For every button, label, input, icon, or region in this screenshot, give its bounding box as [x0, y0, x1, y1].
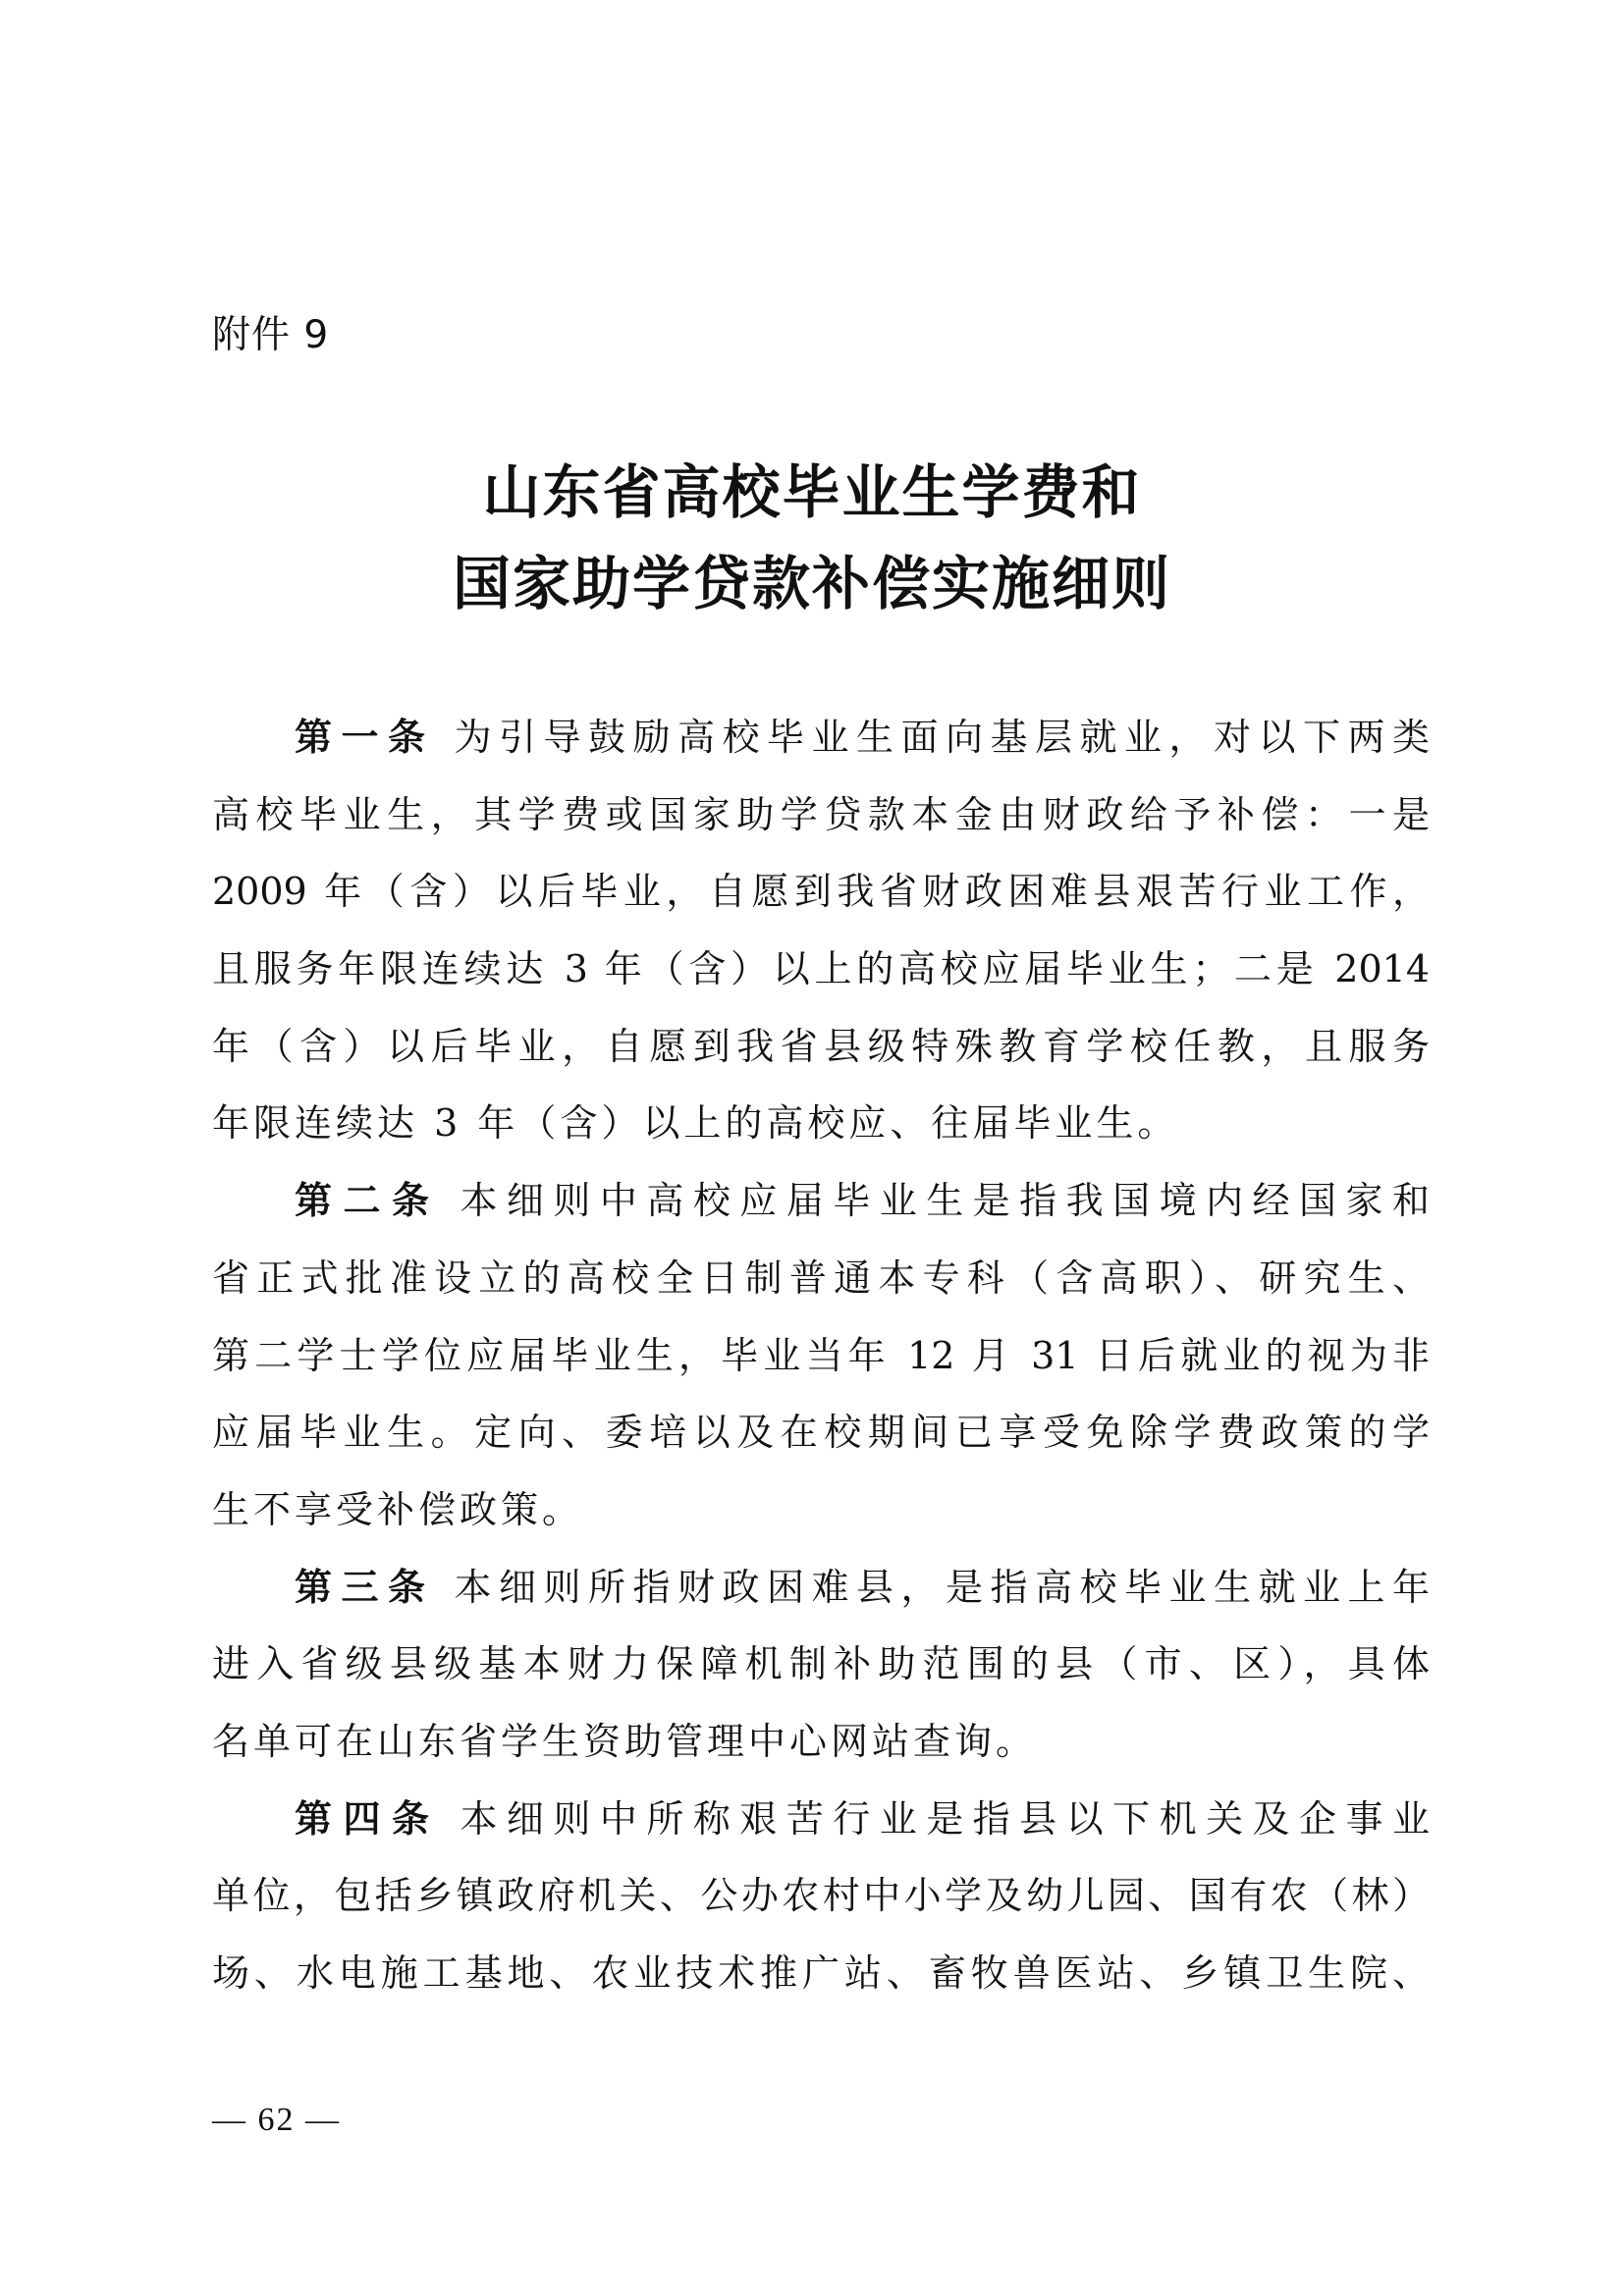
article-4: [212, 1781, 1430, 2012]
paragraph-line: 且服务年限连续达 3 年（含）以上的高校应届毕业生；二是 2014: [212, 947, 1430, 991]
paragraph-line: 年限连续达 3 年（含）以上的高校应、往届毕业生。: [212, 1101, 1179, 1146]
article-label: 第四条: [295, 1796, 441, 1841]
paragraph-text: 本细则中高校应届毕业生是指我国境内经国家和: [460, 1179, 1430, 1223]
paragraph-line: 生不享受补偿政策。: [212, 1487, 584, 1531]
paragraph-line: 2009 年（含）以后毕业，自愿到我省财政困难县艰苦行业工作，: [212, 870, 1430, 914]
article-4-line-1: [212, 1781, 1430, 1858]
article-1: [212, 699, 1430, 1162]
paragraph-text: 为引导鼓励高校毕业生面向基层就业，对以下两类: [454, 716, 1430, 759]
title-line-2: 国家助学贷款补偿实施细则: [452, 550, 1171, 617]
paragraph-line: 第二学士学位应届毕业生，毕业当年 12 月 31 日后就业的视为非: [212, 1333, 1430, 1377]
article-label: 第一条: [295, 716, 435, 759]
paragraph-line: 年（含）以后毕业，自愿到我省县级特殊教育学校任教，且服务: [212, 1024, 1430, 1068]
paragraph-line: 应届毕业生。定向、委培以及在校期间已享受免除学费政策的学: [212, 1411, 1430, 1455]
article-label: 第二条: [295, 1179, 441, 1223]
title-line-1: 山东省高校毕业生学费和: [482, 458, 1142, 526]
article-3: [212, 1549, 1430, 1781]
paragraph-line: 省正式批准设立的高校全日制普通本专科（含高职）、研究生、: [212, 1255, 1430, 1300]
paragraph-line: 高校毕业生，其学费或国家助学贷款本金由财政给予补偿：一是: [212, 792, 1430, 836]
attachment-label: 附件 9: [212, 313, 330, 357]
paragraph-line: 场、水电施工基地、农业技术推广站、畜牧兽医站、乡镇卫生院、: [212, 1951, 1430, 1995]
article-3-line-1: [212, 1549, 1430, 1627]
page-number: — 62 —: [212, 2102, 341, 2138]
paragraph-text: 本细则所指财政困难县，是指高校毕业生就业上年: [454, 1565, 1430, 1609]
paragraph-line: 单位，包括乡镇政府机关、公办农村中小学及幼儿园、国有农（林）: [212, 1874, 1430, 1918]
paragraph-text: 本细则中所称艰苦行业是指县以下机关及企事业: [460, 1796, 1430, 1841]
article-2-line-1: [212, 1162, 1430, 1240]
paragraph-line: 名单可在山东省学生资助管理中心网站查询。: [212, 1719, 1038, 1763]
article-2: [212, 1162, 1430, 1548]
document-body: [212, 699, 1430, 2012]
document-title: [157, 447, 1467, 629]
paragraph-line: 进入省级县级基本财力保障机制补助范围的县（市、区），具体: [212, 1642, 1430, 1686]
article-1-line-1: [212, 699, 1430, 776]
article-label: 第三条: [295, 1565, 435, 1609]
